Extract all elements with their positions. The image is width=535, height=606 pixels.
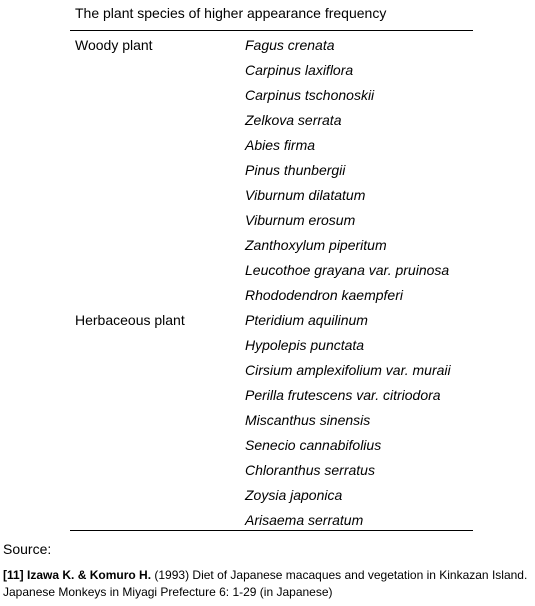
citation-authors: Izawa K. & Komuro H. <box>27 568 152 582</box>
row-category: Woody plant <box>75 37 153 53</box>
table-row <box>70 433 473 458</box>
table-row <box>70 308 473 333</box>
table-title: The plant species of higher appearance frequency <box>75 5 387 21</box>
row-species: Fagus crenata <box>245 37 335 53</box>
table-row <box>70 208 473 233</box>
table-row <box>70 258 473 283</box>
table-row <box>70 333 473 358</box>
table-row <box>70 483 473 508</box>
row-species: Arisaema serratum <box>245 512 364 528</box>
table-row <box>70 233 473 258</box>
row-species: Hypolepis punctata <box>245 337 365 353</box>
table-row <box>70 458 473 483</box>
row-species: Viburnum erosum <box>245 212 356 228</box>
table-row <box>70 383 473 408</box>
row-species: Rhododendron kaempferi <box>245 287 403 303</box>
table-row <box>70 33 473 58</box>
table-row <box>70 358 473 383</box>
row-species: Pteridium aquilinum <box>245 312 368 328</box>
citation-ref-number: [11] <box>3 568 24 582</box>
row-species: Viburnum dilatatum <box>245 187 366 203</box>
table-top-rule <box>70 30 473 31</box>
table-body <box>70 33 473 533</box>
row-species: Miscanthus sinensis <box>245 412 371 428</box>
row-species: Chloranthus serratus <box>245 462 375 478</box>
row-species: Zoysia japonica <box>245 487 343 503</box>
row-species: Pinus thunbergii <box>245 162 346 178</box>
table-row <box>70 283 473 308</box>
citation <box>3 567 533 601</box>
table-row <box>70 133 473 158</box>
row-species: Senecio cannabifolius <box>245 437 382 453</box>
table-row <box>70 158 473 183</box>
row-species: Carpinus laxiflora <box>245 62 354 78</box>
table-row <box>70 108 473 133</box>
row-species: Zelkova serrata <box>245 112 342 128</box>
row-species: Zanthoxylum piperitum <box>245 237 387 253</box>
table-bottom-rule <box>70 530 473 531</box>
row-species: Carpinus tschonoskii <box>245 87 375 103</box>
table-row <box>70 183 473 208</box>
row-species: Cirsium amplexifolium var. muraii <box>245 362 451 378</box>
table-row <box>70 58 473 83</box>
citation-text: (1993) Diet of Japanese macaques and vegetation in Kinkazan Island. Japanese Monkeys in Miyagi Prefecture 6: 1-29 (in Japanese) <box>3 568 528 599</box>
row-category: Herbaceous plant <box>75 312 185 328</box>
row-species: Abies firma <box>245 137 316 153</box>
table-row <box>70 408 473 433</box>
row-species: Perilla frutescens var. citriodora <box>245 387 441 403</box>
table-row <box>70 83 473 108</box>
row-species: Leucothoe grayana var. pruinosa <box>245 262 450 278</box>
source-label: Source: <box>3 541 52 557</box>
